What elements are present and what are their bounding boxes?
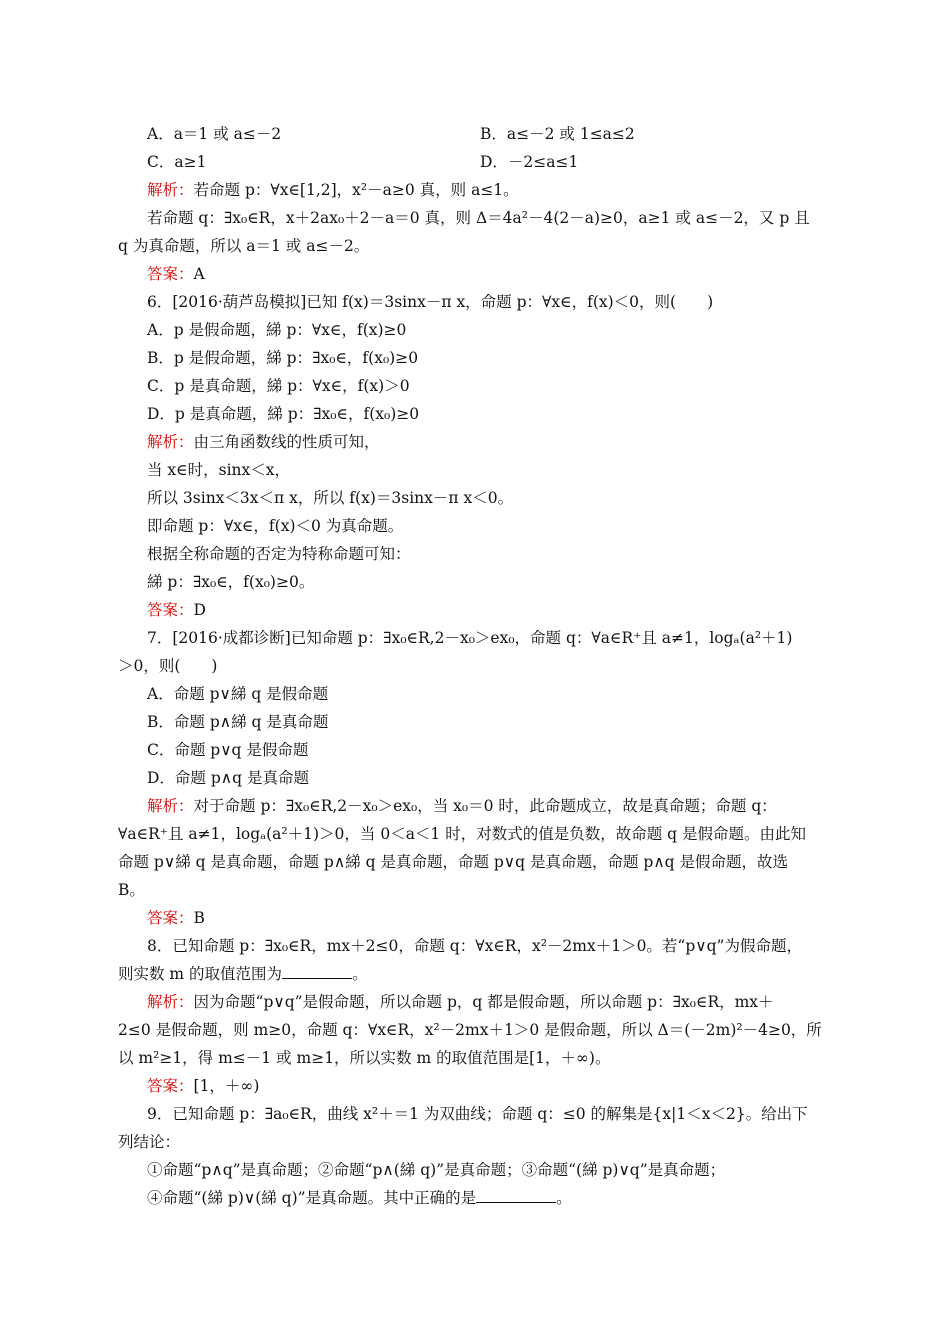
text-segment: 若命题 p：∀x∈[1,2]，x²－a≥0 真，则 a≤1。 bbox=[193, 181, 519, 199]
text-line bbox=[147, 628, 792, 648]
text-segment: 由三角函数线的性质可知， bbox=[193, 433, 380, 451]
text-segment: ＞0，则( ) bbox=[118, 657, 218, 675]
text-line bbox=[147, 376, 410, 396]
text-segment: 8．已知命题 p：∃x₀∈R，mx＋2≤0，命题 q：∀x∈R，x²－2mx＋1＞0。若“p∨q”为假命题， bbox=[147, 937, 802, 955]
text-line bbox=[147, 1104, 808, 1124]
text-line bbox=[147, 460, 290, 480]
text-segment: 。 bbox=[556, 1189, 572, 1207]
section-label: 解析： bbox=[147, 433, 194, 451]
text-line bbox=[147, 712, 328, 732]
text-line bbox=[118, 880, 145, 900]
text-segment: 根据全称命题的否定为特称命题可知： bbox=[147, 545, 411, 563]
text-segment: A．a＝1 或 a≤－2 bbox=[147, 125, 282, 143]
text-line bbox=[147, 796, 777, 816]
section-label: 答案： bbox=[147, 601, 194, 619]
text-line bbox=[147, 488, 513, 508]
text-line bbox=[147, 600, 206, 620]
text-segment: 若命题 q：∃x₀∈R，x＋2ax₀＋2－a＝0 真，则 Δ＝4a²－4(2－a)≥0，a≥1 或 a≤－2，又 p 且 bbox=[147, 209, 810, 227]
text-segment: C．a≥1 bbox=[147, 153, 207, 171]
text-line bbox=[118, 1132, 180, 1152]
text-segment: ①命题“p∧q”是真命题；②命题“p∧(綈 q)”是真命题；③命题“(綈 p)∨q”是真命题； bbox=[147, 1161, 726, 1179]
text-line bbox=[147, 320, 406, 340]
section-label: 解析： bbox=[147, 181, 194, 199]
answer-blank bbox=[282, 966, 352, 979]
text-line bbox=[118, 1020, 822, 1040]
text-segment: D bbox=[193, 601, 206, 619]
text-segment: ∀a∈R⁺且 a≠1，logₐ(a²＋1)＞0，当 0＜a＜1 时，对数式的值是负数，故命题 q 是假命题。由此知 bbox=[118, 825, 806, 843]
answer-blank bbox=[476, 1190, 556, 1203]
text-line bbox=[147, 1188, 572, 1208]
text-segment: 綈 p：∃x₀∈，f(x₀)≥0。 bbox=[147, 573, 315, 591]
text-segment: D．p 是真命题，綈 p：∃x₀∈，f(x₀)≥0 bbox=[147, 405, 420, 423]
text-line bbox=[118, 236, 369, 256]
text-segment: D．命题 p∧q 是真命题 bbox=[147, 769, 309, 787]
text-line bbox=[480, 152, 578, 172]
text-line bbox=[118, 824, 806, 844]
section-label: 解析： bbox=[147, 993, 194, 1011]
text-line bbox=[147, 908, 205, 928]
text-line bbox=[118, 852, 788, 872]
text-segment: C．p 是真命题，綈 p：∀x∈，f(x)＞0 bbox=[147, 377, 410, 395]
text-line bbox=[147, 348, 418, 368]
text-line bbox=[147, 404, 419, 424]
text-segment: 即命题 p：∀x∈，f(x)＜0 为真命题。 bbox=[147, 517, 404, 535]
text-segment: 则实数 m 的取值范围为 bbox=[118, 965, 283, 983]
text-segment: 7．[2016·成都诊断]已知命题 p：∃x₀∈R,2－x₀＞ex₀，命题 q：∀a∈R⁺且 a≠1，logₐ(a²＋1) bbox=[147, 629, 793, 647]
text-segment: 9．已知命题 p：∃a₀∈R，曲线 x²＋＝1 为双曲线；命题 q：≤0 的解集是{x|1＜x＜2}。给出下 bbox=[147, 1105, 808, 1123]
text-line bbox=[147, 516, 403, 536]
text-segment: B。 bbox=[118, 881, 145, 899]
section-label: 答案： bbox=[147, 1077, 194, 1095]
text-segment: B bbox=[193, 909, 205, 927]
section-label: 解析： bbox=[147, 797, 194, 815]
text-segment: 2≤0 是假命题，则 m≥0，命题 q：∀x∈R，x²－2mx＋1＞0 是假命题，所以 Δ＝(－2m)²－4≥0，所 bbox=[118, 1021, 822, 1039]
text-segment: 所以 3sinx＜3x＜π x，所以 f(x)＝3sinx－π x＜0。 bbox=[147, 489, 514, 507]
text-line bbox=[147, 208, 810, 228]
text-segment: A bbox=[193, 265, 205, 283]
text-segment: q 为真命题，所以 a＝1 或 a≤－2。 bbox=[118, 237, 370, 255]
text-line bbox=[147, 768, 309, 788]
text-segment: A．命题 p∨綈 q 是假命题 bbox=[147, 685, 329, 703]
text-segment: 因为命题“p∨q”是假命题，所以命题 p，q 都是假命题，所以命题 p：∃x₀∈R，mx＋ bbox=[193, 993, 774, 1011]
text-line bbox=[147, 572, 314, 592]
text-segment: 列结论： bbox=[118, 1133, 181, 1151]
text-segment: B．p 是假命题，綈 p：∃x₀∈，f(x₀)≥0 bbox=[147, 349, 419, 367]
text-segment: ④命题“(綈 p)∨(綈 q)”是真命题。其中正确的是 bbox=[147, 1189, 477, 1207]
text-segment: A．p 是假命题，綈 p：∀x∈，f(x)≥0 bbox=[147, 321, 407, 339]
text-line bbox=[147, 264, 205, 284]
text-segment: B．命题 p∧綈 q 是真命题 bbox=[147, 713, 329, 731]
section-label: 答案： bbox=[147, 909, 194, 927]
text-line bbox=[118, 964, 368, 984]
text-segment: 以 m²≥1，得 m≤－1 或 m≥1，所以实数 m 的取值范围是[1，＋∞)。 bbox=[118, 1049, 611, 1067]
text-segment: 对于命题 p：∃x₀∈R,2－x₀＞ex₀，当 x₀＝0 时，此命题成立，故是真命题；命题 q： bbox=[193, 797, 777, 815]
text-segment: 命题 p∨綈 q 是真命题，命题 p∧綈 q 是真命题，命题 p∨q 是真命题，命题 p∧q 是假命题，故选 bbox=[118, 853, 789, 871]
text-line bbox=[118, 656, 217, 676]
text-line bbox=[147, 684, 328, 704]
text-line bbox=[147, 936, 802, 956]
text-segment: C．命题 p∨q 是假命题 bbox=[147, 741, 309, 759]
text-line bbox=[118, 1048, 610, 1068]
text-segment: 6．[2016·葫芦岛模拟]已知 f(x)＝3sinx－π x，命题 p：∀x∈，f(x)＜0，则( ) bbox=[147, 293, 714, 311]
text-segment: D．－2≤a≤1 bbox=[480, 153, 579, 171]
section-label: 答案： bbox=[147, 265, 194, 283]
text-line bbox=[147, 1160, 725, 1180]
text-segment: B．a≤－2 或 1≤a≤2 bbox=[480, 125, 635, 143]
text-line bbox=[147, 544, 411, 564]
text-line bbox=[480, 124, 635, 144]
text-line bbox=[147, 180, 519, 200]
text-line bbox=[147, 124, 281, 144]
text-line bbox=[147, 992, 774, 1012]
text-line bbox=[147, 292, 713, 312]
text-line bbox=[147, 152, 206, 172]
text-line bbox=[147, 740, 308, 760]
text-segment: [1，＋∞) bbox=[193, 1077, 260, 1095]
text-line bbox=[147, 432, 380, 452]
text-line bbox=[147, 1076, 259, 1096]
text-segment: 当 x∈时，sinx＜x， bbox=[147, 461, 291, 479]
text-segment: 。 bbox=[352, 965, 368, 983]
